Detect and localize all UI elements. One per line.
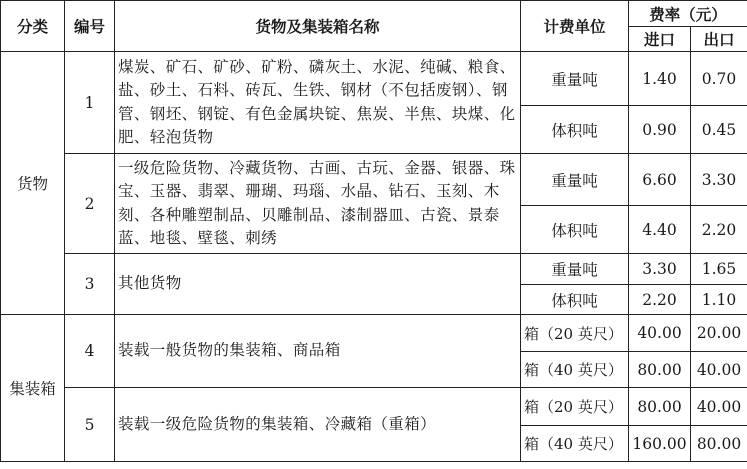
- export-rate: 0.45: [691, 106, 747, 154]
- header-category: 分类: [1, 1, 65, 52]
- import-rate: 80.00: [629, 352, 691, 388]
- unit-cell: 箱（20 英尺）: [521, 388, 629, 426]
- header-export: 出口: [691, 27, 747, 52]
- import-rate: 80.00: [629, 388, 691, 426]
- table-row: [1, 388, 747, 426]
- unit-cell: 重量吨: [521, 52, 629, 106]
- import-rate: 0.90: [629, 106, 691, 154]
- table-row: [1, 254, 747, 285]
- table-row: [1, 315, 747, 352]
- unit-cell: 箱（40 英尺）: [521, 426, 629, 462]
- unit-cell: 体积吨: [521, 106, 629, 154]
- unit-cell: 重量吨: [521, 254, 629, 285]
- export-rate: 40.00: [691, 388, 747, 426]
- header-row: [1, 1, 747, 27]
- import-rate: 4.40: [629, 206, 691, 254]
- category-goods: 货物: [1, 52, 65, 315]
- table-row: [1, 154, 747, 206]
- export-rate: 2.20: [691, 206, 747, 254]
- header-import: 进口: [629, 27, 691, 52]
- unit-cell: 箱（20 英尺）: [521, 315, 629, 352]
- header-rate: 费率（元）: [629, 1, 747, 27]
- row-number: 5: [65, 388, 115, 462]
- export-rate: 1.10: [691, 285, 747, 315]
- import-rate: 3.30: [629, 254, 691, 285]
- import-rate: 2.20: [629, 285, 691, 315]
- import-rate: 160.00: [629, 426, 691, 462]
- category-container: 集装箱: [1, 315, 65, 462]
- row-number: 4: [65, 315, 115, 388]
- item-name: 煤炭、矿石、矿砂、矿粉、磷灰土、水泥、纯碱、粮食、盐、砂土、石料、砖瓦、生铁、钢材（不包括废钢）、钢管、钢坯、钢锭、有色金属块锭、焦炭、半焦、块煤、化肥、轻泡货物: [115, 52, 521, 154]
- row-number: 1: [65, 52, 115, 154]
- item-name: 其他货物: [115, 254, 521, 315]
- table-row: [1, 52, 747, 106]
- unit-cell: 体积吨: [521, 285, 629, 315]
- import-rate: 6.60: [629, 154, 691, 206]
- item-name: 装载一般货物的集装箱、商品箱: [115, 315, 521, 388]
- export-rate: 0.70: [691, 52, 747, 106]
- row-number: 3: [65, 254, 115, 315]
- import-rate: 40.00: [629, 315, 691, 352]
- item-name: 装载一级危险货物的集装箱、冷藏箱（重箱）: [115, 388, 521, 462]
- header-number: 编号: [65, 1, 115, 52]
- row-number: 2: [65, 154, 115, 254]
- export-rate: 80.00: [691, 426, 747, 462]
- export-rate: 20.00: [691, 315, 747, 352]
- header-unit: 计费单位: [521, 1, 629, 52]
- item-name: 一级危险货物、冷藏货物、古画、古玩、金器、银器、珠宝、玉器、翡翠、珊瑚、玛瑙、水晶、钻石、玉刻、木刻、各种雕塑制品、贝雕制品、漆制器皿、古瓷、景泰蓝、地毯、壁毯、刺绣: [115, 154, 521, 254]
- export-rate: 1.65: [691, 254, 747, 285]
- unit-cell: 重量吨: [521, 154, 629, 206]
- unit-cell: 箱（40 英尺）: [521, 352, 629, 388]
- unit-cell: 体积吨: [521, 206, 629, 254]
- export-rate: 3.30: [691, 154, 747, 206]
- import-rate: 1.40: [629, 52, 691, 106]
- export-rate: 40.00: [691, 352, 747, 388]
- header-name: 货物及集装箱名称: [115, 1, 521, 52]
